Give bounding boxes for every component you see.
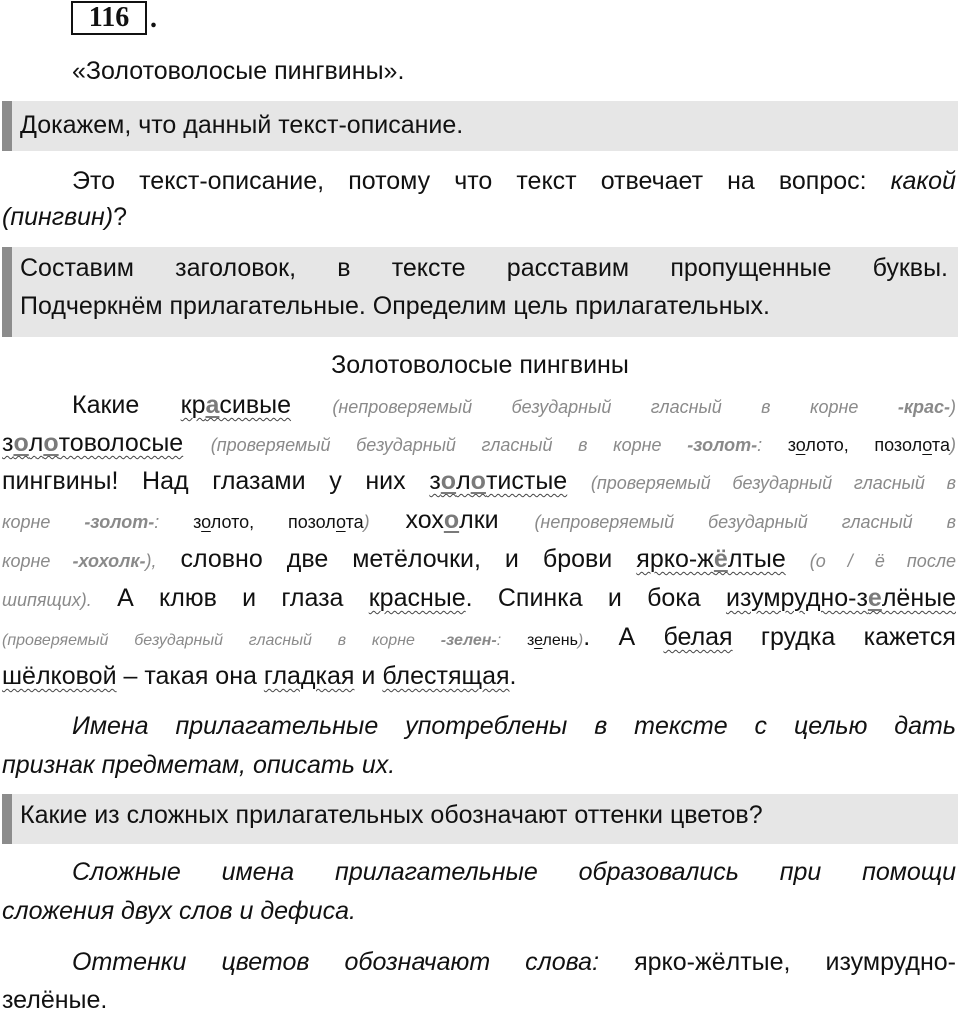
text-line-2 <box>2 428 956 460</box>
adj-belaya: белая <box>663 623 733 651</box>
task-box-1 <box>2 101 958 151</box>
note-zolot-2-start: (проверяемый безударный гласный в <box>590 473 957 493</box>
adj-krasnye: красные <box>368 584 466 612</box>
text-line-8: шёлковой – такая она гладкая и блестящая. <box>2 662 517 690</box>
task-box-3 <box>2 794 958 844</box>
adj-izumrudno-zelenye: изумрудно-зелёные <box>725 584 956 612</box>
text-line-3: пингвины! Над глазами у них золотистые (проверяемый безударный гласный в <box>2 467 957 495</box>
exercise-number-dot: . <box>150 3 157 34</box>
answer-3-line-1: Сложные имена прилагательные образовались при помощи <box>72 858 956 886</box>
task-text-2-line-1: Составим заголовок, в тексте расставим пропущенные буквы. <box>20 254 948 282</box>
text-line-6: шипящих). А клюв и глаза красные. Спинка и бока изумрудно-зелёные <box>2 584 956 612</box>
answer-1-line-1: Это текст-описание, потому что текст отвечает на вопрос: какой <box>72 167 956 195</box>
adj-shelkovoy: шёлковой <box>2 662 117 690</box>
answer-3-line-2: сложения двух слов и дефиса. <box>2 897 356 925</box>
adj-zolotistye: золотистые <box>429 467 568 495</box>
note-kras: (непроверяемый безударный гласный в корне -крас-) <box>332 397 956 417</box>
note-yo-start: (о / ё после <box>809 551 956 571</box>
note-hoh-end: корне -хохолк-), <box>2 551 157 571</box>
adj-krasivye: красивые <box>180 391 292 419</box>
adj-blestyashchaya: блестящая <box>382 662 510 690</box>
noun-hoholki: хохолки <box>405 506 499 534</box>
answer-3-line-4: зелёные. <box>2 986 108 1014</box>
task-text-1: Докажем, что данный текст-описание. <box>20 111 464 139</box>
text-line-4 <box>2 505 956 537</box>
task-box-2 <box>2 247 958 337</box>
note-zolot-1: (проверяемый безударный гласный в корне -золот-: золото, позолота) <box>210 435 956 455</box>
task-text-2-line-2: Подчеркнём прилагательные. Определим цель прилагательных. <box>20 292 770 320</box>
adj-gladkaya: гладкая <box>263 662 355 690</box>
note-zelen: (проверяемый безударный гласный в корне -зелен-: зелень) <box>2 632 584 649</box>
answer-2-line-1: Имена прилагательные употреблены в тексте с целью дать <box>72 712 956 740</box>
note-yo-end: шипящих). <box>2 590 92 610</box>
text-line-5: корне -хохолк-), словно две метёлочки, и брови ярко-жёлтые (о / ё после <box>2 545 956 573</box>
exercise-title: «Золотоволосые пингвины». <box>72 57 405 85</box>
task-text-3: Какие из сложных прилагательных обозначают оттенки цветов? <box>20 801 763 829</box>
answer-3-line-3: Оттенки цветов обозначают слова: ярко-жёлтые, изумрудно- <box>72 948 956 976</box>
text-line-1: Какие красивые (непроверяемый безударный гласный в корне -крас-) <box>72 391 956 419</box>
text-line-7: (проверяемый безударный гласный в корне -зелен-: зелень). А белая грудка кажется <box>2 623 956 651</box>
answer-1-line-2: (пингвин)? <box>2 203 128 231</box>
exercise-number: 116 <box>71 1 147 35</box>
answer-2-line-2: признак предметам, описать их. <box>2 751 396 779</box>
adj-zolotovolosye: золотоволосые <box>2 429 184 457</box>
adj-yarko-zheltye: ярко-жёлтые <box>636 545 786 573</box>
note-hoh-start: (непроверяемый безударный гласный в <box>534 512 956 532</box>
note-zolot-2-end: корне -золот-: золото, позолота) <box>2 512 370 532</box>
text-title: Золотоволосые пингвины <box>331 351 629 379</box>
